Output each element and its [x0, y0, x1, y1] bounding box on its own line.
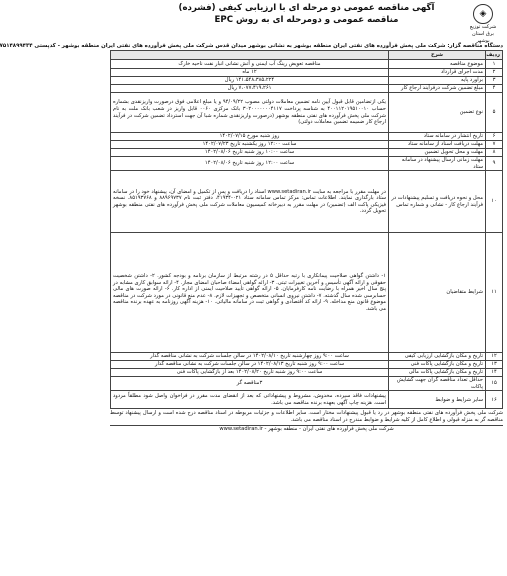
table-row	[111, 353, 503, 361]
row-value: ساعت ۱۲:۰۰ روز یکشنبه تاریخ ۱۴۰۲/۰۷/۲۳	[111, 141, 389, 149]
row-index: ۲	[486, 69, 503, 77]
row-index: ۱۳	[486, 361, 503, 369]
row-label: حداقل تعداد مناقصه گران جهت گشایش پاکات	[389, 377, 486, 391]
table-row	[111, 93, 503, 133]
row-value: پیشنهادات فاقد سپرده، مخدوش، مشروط و پیشنهاداتی که بعد از انقضای مدت مقرر در فراخوان واصل شود مطلقاً مردود است. هزینه چاپ آگهی بعهده برنده مناقصه می باشد.	[111, 391, 389, 409]
organizer-line: دستگاه مناقصه گزار: شرکت ملی پخش فرآورده های نفتی ایران منطقه بوشهر به نشانی بوشهر میدان قدس شرکت ملی پخش فرآورده های نفتی ایران منطقه بوشهر - کدپستی ۷۵۱۴۸۹۹۴۳۴	[0, 43, 503, 49]
row-value: ۱۲ ماه	[111, 69, 389, 77]
row-label: تاریخ و مکان بازگشایی پاکات فنی	[389, 361, 486, 369]
table-row	[111, 361, 503, 369]
row-index: ۱۲	[486, 353, 503, 361]
logo-emblem-icon: ◈	[473, 4, 493, 24]
row-value: ۳مناقصه گر	[111, 377, 389, 391]
table-row	[111, 391, 503, 409]
row-index: ۵	[486, 93, 503, 133]
header-cell-description: شرح	[389, 51, 486, 60]
table-row	[111, 77, 503, 85]
row-label: تاریخ و مکان بازگشایی پاکات مالی	[389, 369, 486, 377]
row-value: ساعت ۱۲:۰۰ روز شنبه تاریخ ۱۴۰۲/۰۸/۰۶	[111, 157, 389, 171]
row-value: ساعت ۱۰:۰۰ روز شنبه تاریخ ۱۴۰۲/۰۸/۰۶	[111, 149, 389, 157]
header-cell-value	[111, 51, 389, 60]
row-index: ۳	[486, 77, 503, 85]
row-label: موضوع مناقصه	[389, 60, 486, 69]
row-index: ۱۰	[486, 171, 503, 233]
row-label: محل و نحوه دریافت و تسلیم پیشنهادات در فرآیند ارجاع کار - نشانی و شماره تماس	[389, 171, 486, 233]
row-index: ۱	[486, 60, 503, 69]
notice-title: آگهی مناقصه عمومی دو مرحله ای با ارزیابی کیفی (فشرده)	[178, 3, 435, 13]
row-value: ۱۴۱،۵۴۸،۳۸۵،۲۲۴ ریال	[111, 77, 389, 85]
row-index: ۸	[486, 149, 503, 157]
table-row	[111, 157, 503, 171]
row-index: ۹	[486, 157, 503, 171]
header-cell-index: ردیف	[486, 51, 503, 60]
row-label: مهلت و محل تحویل تضمین	[389, 149, 486, 157]
row-label: تاریخ انتشار در سامانه ستاد	[389, 133, 486, 141]
table-row	[111, 377, 503, 391]
row-value: ساعت ۹:۰۰ روز شنبه تاریخ ۱۴۰۲/۰۸/۱۳ در سالن جلسات شرکت به نشانی مناقصه گذار	[111, 361, 389, 369]
table-row	[111, 171, 503, 233]
table-row	[111, 133, 503, 141]
footer-note: شرکت ملی پخش فرآورده های نفتی منطقه بوشهر در رد یا قبول پیشنهادات مختار است. سایر اطلاعات و جزئیات مربوطه در اسناد مناقصه درج شده است و ارسال پیشنهاد توسط مناقصه گر به منزله قبولی و اطلاع کامل از کلیه شرایط و ضوابط مندرج در اسناد مناقصه می باشد.	[110, 410, 503, 424]
logo-caption: شرکت توزیع برق استان بوشهر	[469, 24, 497, 44]
row-label: مهلت زمانی ارسال پیشنهاد در سامانه ستاد	[389, 157, 486, 171]
row-label: مدت اجرای قرارداد	[389, 69, 486, 77]
notice-header	[110, 2, 503, 42]
table-row	[111, 69, 503, 77]
row-index: ۱۴	[486, 369, 503, 377]
row-value: در مهلت مقرر با مراجعه به سایت www.setadiran.ir اسناد را دریافت و پس از تکمیل و امضای آن، پیشنهاد خود را در سامانه ستاد بارگذاری نمایند. اطلاعات تماس: مرکز تماس سامانه ستاد ۰۲۱-۴۱۹۳۴، دفتر ثبت نام ۸۸۹۶۹۷۳۷ و ۸۵۱۹۳۷۶۸. نسخه فیزیکی پاکت الف (تضمین) در مهلت مقرر به دبیرخانه کمیسیون معاملات شرکت ملی پخش فرآورده های نفتی منطقه بوشهر تحویل گردد.	[111, 171, 389, 233]
row-label: سایر شرایط و ضوابط	[389, 391, 486, 409]
table-row	[111, 149, 503, 157]
notice-subtitle: مناقصه عمومی و دومرحله ای به روش EPC	[214, 15, 399, 25]
row-label: مهلت دریافت اسناد از سامانه ستاد	[389, 141, 486, 149]
row-index: ۶	[486, 133, 503, 141]
row-label: برآورد پایه	[389, 77, 486, 85]
table-header-row	[111, 51, 503, 60]
table-row	[111, 85, 503, 93]
row-value: روز شنبه مورخ ۱۴۰۲/۰۷/۱۵	[111, 133, 389, 141]
row-index: ۱۵	[486, 377, 503, 391]
row-index: ۴	[486, 85, 503, 93]
row-label: نوع تضمین	[389, 93, 486, 133]
row-value: ساعت ۹:۰۰ روز شنبه تاریخ ۱۴۰۲/۰۸/۲۰ بعد از بازگشایی پاکات فنی	[111, 369, 389, 377]
table-row	[111, 60, 503, 69]
table-row	[111, 369, 503, 377]
tender-details-table	[110, 50, 503, 409]
row-index: ۷	[486, 141, 503, 149]
row-label: مبلغ تضمین شرکت درفرآیند ارجاع کار	[389, 85, 486, 93]
row-index: ۱۶	[486, 391, 503, 409]
row-label: شرایط متقاضیان	[389, 233, 486, 353]
row-index: ۱۱	[486, 233, 503, 353]
company-logo	[467, 4, 499, 45]
row-label: تاریخ و مکان بازگشایی ارزیابی کیفی	[389, 353, 486, 361]
footer-line: شرکت ملی پخش فرآورده های نفتی ایران - منطقه بوشهر - www.setadiran.ir	[110, 425, 503, 433]
table-body	[111, 51, 503, 409]
table-row	[111, 233, 503, 353]
row-value: ۷،۰۷۷،۴۱۹،۲۶۱ ریال	[111, 85, 389, 93]
row-value: ۱- داشتن گواهی صلاحیت پیمانکاری با رتبه حداقل ۵ در رشته مرتبط از سازمان برنامه و بودجه کشور. ۲- داشتن شخصیت حقوقی و ارائه آگهی تأسیس و آخرین تغییرات ثبتی. ۳- ارائه گواهی امضاء صاحبان امضای مجاز. ۴- ارائه سوابق کاری مشابه در پنج سال اخیر همراه با رضایت نامه کارفرمایان. ۵- ارائه گواهی تأیید صلاحیت ایمنی از اداره کار. ۶- ارائه صورت های مالی حسابرسی شده سال گذشته. ۷- داشتن نیروی انسانی متخصص و تجهیزات لازم. ۸- عدم منع قانونی در مورد شرکت در مناقصه موضوع قانون منع مداخله. ۹- ارائه کد اقتصادی و گواهی ثبت در سامانه مالیاتی. ۱۰- هزینه آگهی روزنامه به عهده برنده مناقصه می باشد.	[111, 233, 389, 353]
table-row	[111, 141, 503, 149]
row-value: یکی ازتضامین قابل قبول آیین نامه تضمین معاملات دولتی مصوب ۹۴/۰۹/۲۲ و یا مبلغ اعلامی فوق درصورت واریزنقدی بشماره حساب ۴۰۰۱۱۲۰۱۹۵۱۰۰۱۰ به شناسه پرداخت ۳۰۲۰۰۰۰۰۰۰۴۱۱۷ بانک مرکزی ۰۰۶۰ قابل واریز در شعب بانک ملت به نام شرکت ملی پخش فرآورده های نفتی منطقه بوشهر (درصورت واریزنقدی شماره شبا آن جهت استرداد تضمین شرکت در فرآیند ارجاع کار ضمیمه تضمین معاملات دولتی)	[111, 93, 389, 133]
row-value: مناقصه تعویض رینگ آب ایمنی و آتش نشانی انبار نفت ناحیه خارک	[111, 60, 389, 69]
row-value: ساعت ۹:۰۰ روز چهارشنبه تاریخ ۱۴۰۲/۰۸/۱۰ در سالن جلسات شرکت به نشانی مناقصه گذار	[111, 353, 389, 361]
